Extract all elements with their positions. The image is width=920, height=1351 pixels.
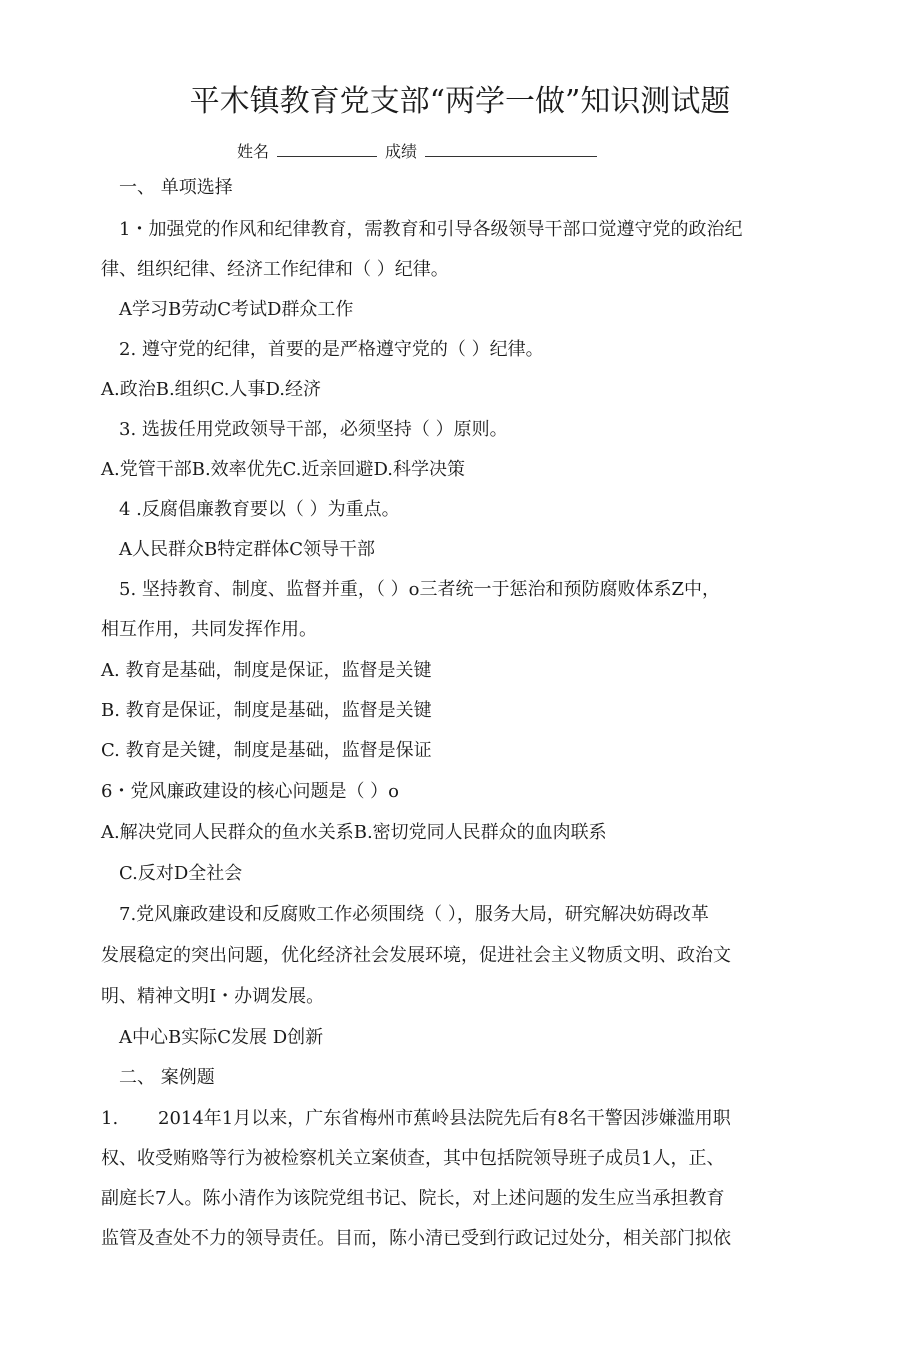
question-5-option-b: B. 教育是保证，制度是基础，监督是关键	[101, 700, 432, 721]
question-1-line-2: 律、组织纪律、经济工作纪律和（ ）纪律。	[101, 259, 449, 280]
case-1-number: 1.	[101, 1108, 119, 1129]
question-6-line-1: 6・党风廉政建设的核心问题是（ ）o	[101, 781, 400, 802]
name-blank[interactable]	[277, 142, 377, 157]
question-5-option-a: A. 教育是基础，制度是保证，监督是关键	[101, 660, 432, 681]
question-3-options: A.党管干部B.效率优先C.近亲回避D.科学决策	[101, 459, 466, 480]
case-1-line-4: 监管及查处不力的领导责任。目而，陈小清已受到行政记过处分，相关部门拟依	[101, 1228, 731, 1249]
question-4-options: A人民群众B特定群体C领导干部	[119, 539, 375, 560]
case-1-line-3: 副庭长7人。陈小清作为该院党组书记、院长，对上述问题的发生应当承担教育	[101, 1188, 725, 1209]
case-1-line-1: 2014年1月以来，广东省梅州市蕉岭县法院先后有8名干警因涉嫌滥用职	[158, 1108, 731, 1129]
question-5-option-c: C. 教育是关键，制度是基础，监督是保证	[101, 740, 432, 761]
question-2-options: A.政治B.组织C.人事D.经济	[101, 379, 322, 400]
question-6-options-2: C.反对D全社会	[119, 863, 243, 884]
score-label: 成绩	[385, 142, 418, 161]
question-6-options-1: A.解决党同人民群众的鱼水关系B.密切党同人民群众的血肉联系	[101, 822, 607, 843]
question-1-options: A学习B劳动C考试D群众工作	[119, 299, 354, 320]
case-1-line-2: 权、收受贿赂等行为被检察机关立案侦查，其中包括院领导班子成员1人，正、	[101, 1148, 725, 1169]
question-2-line-1: 2. 遵守党的纪律，首要的是严格遵守党的（ ）纪律。	[119, 339, 544, 360]
question-7-options: A中心B实际C发展 D创新	[119, 1027, 324, 1048]
question-7-line-3: 明、精神文明I・办调发展。	[101, 986, 325, 1007]
name-label: 姓名	[237, 142, 270, 161]
question-7-line-1: 7.党风廉政建设和反腐败工作必须围绕（ ），服务大局，研究解决妨碍改革	[119, 904, 709, 925]
name-score-line	[237, 141, 597, 163]
question-5-line-1: 5. 坚持教育、制度、监督并重，（ ）o三者统一于惩治和预防腐败体系Z中，	[119, 579, 720, 600]
question-7-line-2: 发展稳定的突出问题，优化经济社会发展环境，促进社会主义物质文明、政治文	[101, 945, 731, 966]
section-heading-case: 二、 案例题	[119, 1067, 215, 1088]
question-5-line-2: 相互作用，共同发挥作用。	[101, 619, 317, 640]
section-heading-single-choice: 一、 单项选择	[119, 177, 233, 198]
score-blank[interactable]	[425, 142, 597, 157]
question-4-line-1: 4 .反腐倡廉教育要以（ ）为重点。	[119, 499, 400, 520]
page-title: 平木镇教育党支部“两学一做”知识测试题	[189, 84, 731, 119]
question-3-line-1: 3. 选拔任用党政领导干部，必须坚持（ ）原则。	[119, 419, 508, 440]
question-1-line-1: 1・加强党的作风和纪律教育，需教育和引导各级领导干部口觉遵守党的政治纪	[119, 219, 743, 240]
